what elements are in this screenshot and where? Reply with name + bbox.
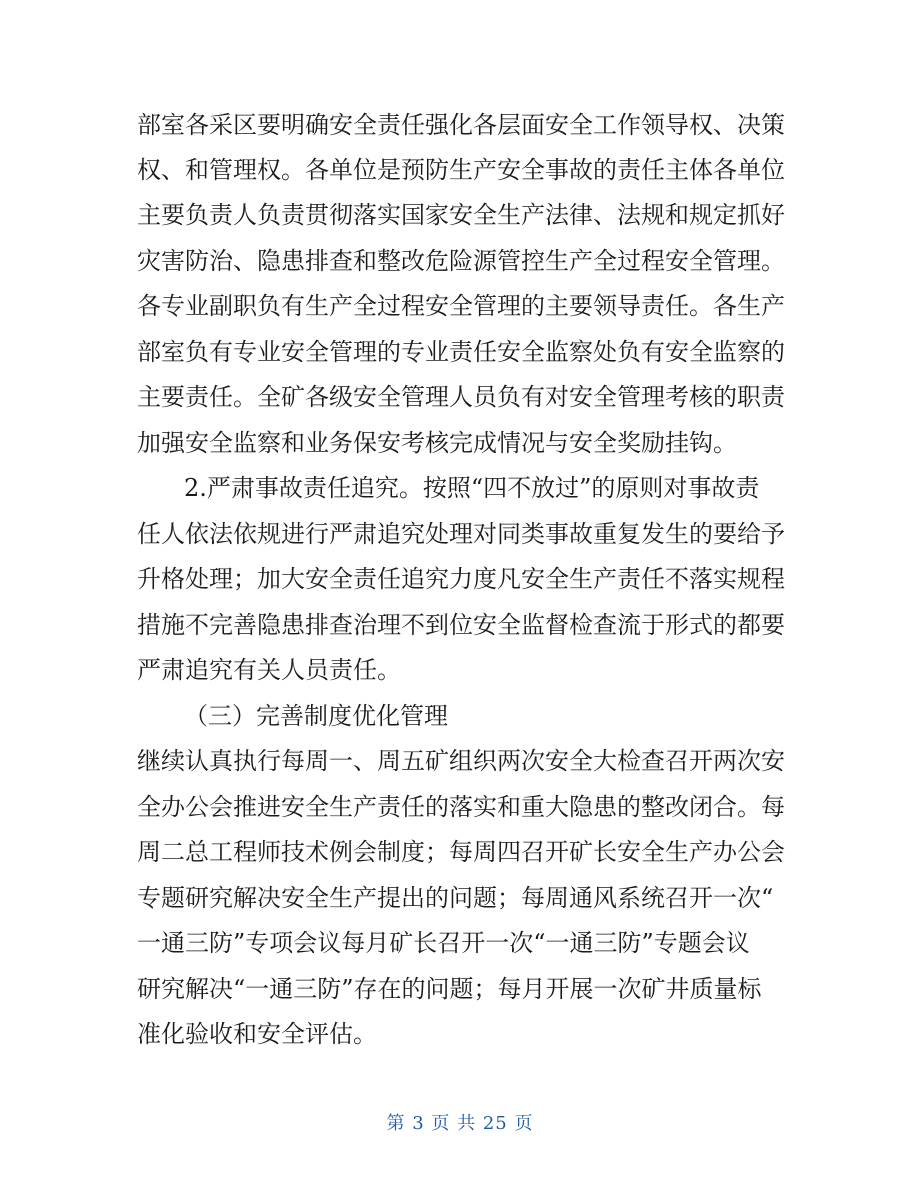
paragraph-line: 措施不完善隐患排查治理不到位安全监督检查流于形式的都要: [137, 611, 785, 639]
paragraph-line: 准化验收和安全评估。: [137, 1020, 377, 1048]
section-item-heading: 2.严肃事故责任追究。按照“四不放过”的原则对事故责: [184, 474, 760, 502]
paragraph-line: 权、和管理权。各单位是预防生产安全事故的责任主体各单位: [137, 156, 785, 184]
paragraph-line: 部室各采区要明确安全责任强化各层面安全工作领导权、决策: [137, 111, 785, 139]
paragraph-line: 主要负责人负责贯彻落实国家安全生产法律、法规和规定抓好: [137, 201, 785, 229]
paragraph-line: 主要责任。全矿各级安全管理人员负有对安全管理考核的职责: [137, 383, 785, 411]
paragraph-line: 严肃追究有关人员责任。: [137, 656, 401, 684]
paragraph-line: 加强安全监察和业务保安考核完成情况与安全奖励挂钩。: [137, 429, 737, 457]
paragraph-line: 任人依法依规进行严肃追究处理对同类事故重复发生的要给予: [137, 520, 785, 548]
paragraph-line: 升格处理；加大安全责任追究力度凡安全生产责任不落实规程: [137, 565, 785, 593]
paragraph-line: 全办公会推进安全生产责任的落实和重大隐患的整改闭合。每: [137, 793, 785, 821]
paragraph-line: 一通三防”专项会议每月矿长召开一次“一通三防”专题会议: [137, 929, 750, 957]
paragraph-line: 研究解决“一通三防”存在的问题；每月开展一次矿井质量标: [137, 975, 762, 1003]
section-heading: （三）完善制度优化管理: [184, 702, 448, 730]
paragraph-line: 部室负有专业安全管理的专业责任安全监察处负有安全监察的: [137, 338, 785, 366]
paragraph-line: 周二总工程师技术例会制度；每周四召开矿长安全生产办公会: [137, 838, 785, 866]
paragraph-line: 继续认真执行每周一、周五矿组织两次安全大检查召开两次安: [137, 747, 785, 775]
paragraph-line: 各专业副职负有生产全过程安全管理的主要领导责任。各生产: [137, 292, 785, 320]
paragraph-line: 专题研究解决安全生产提出的问题；每周通风系统召开一次“: [137, 884, 774, 912]
page-number-footer: 第 3 页 共 25 页: [386, 1113, 534, 1134]
paragraph-line: 灾害防治、隐患排查和整改危险源管控生产全过程安全管理。: [137, 247, 785, 275]
